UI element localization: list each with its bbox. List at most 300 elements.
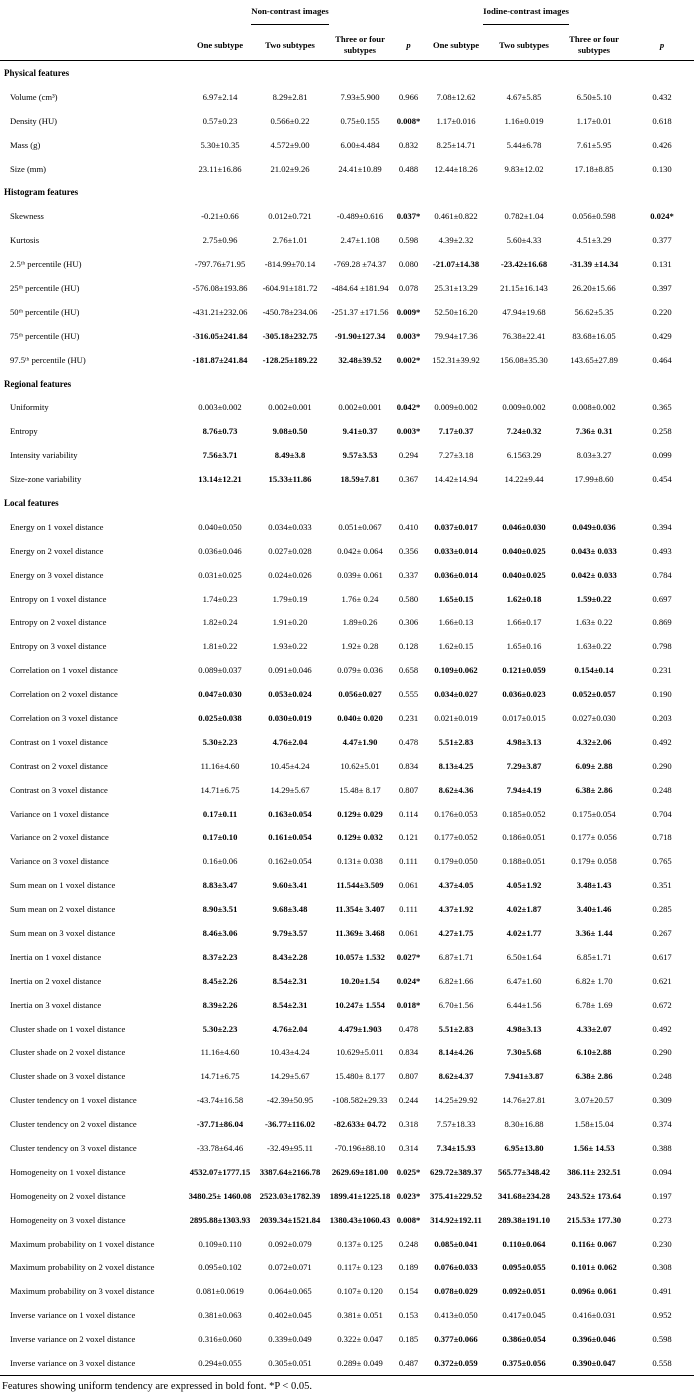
- section-title: Physical features: [4, 67, 70, 78]
- table-cell: 17.99±8.60: [574, 474, 614, 485]
- table-cell: 4.02±1.77: [506, 928, 542, 938]
- table-cell: 7.56±3.71: [202, 450, 238, 461]
- table-cell: 0.185±0.052: [502, 808, 546, 819]
- section-title: Regional features: [4, 378, 72, 389]
- table-cell: 83.68±16.05: [572, 330, 616, 341]
- table-row: [0, 802, 694, 826]
- table-cell: 0.57±0.23: [202, 115, 238, 126]
- table-cell: 0.047±0.030: [198, 689, 242, 700]
- table-cell: 7.29±3.87: [506, 760, 542, 771]
- table-cell: 0.036±0.023: [502, 689, 546, 700]
- table-row: [0, 921, 694, 945]
- table-cell: 0.037*: [396, 211, 421, 222]
- table-cell: 10.629±5.011: [336, 1047, 384, 1058]
- table-row: [0, 1327, 694, 1351]
- table-cell: 0.367: [398, 474, 419, 485]
- table-cell: 9.68±3.48: [272, 904, 308, 915]
- table-cell: 0.002±0.001: [268, 402, 312, 413]
- table-cell: 0.129± 0.032: [337, 832, 383, 843]
- table-cell: 8.13±4.25: [438, 760, 474, 771]
- table-cell: 0.131: [652, 259, 672, 270]
- table-cell: 3.40±1.46: [576, 904, 612, 915]
- table-cell: 0.009*: [396, 306, 421, 317]
- table-cell: 0.017±0.015: [502, 712, 546, 723]
- table-cell: 5.44±6.78: [506, 139, 542, 150]
- table-cell: 0.096± 0.061: [571, 1286, 617, 1297]
- table-cell: 1.63± 0.22: [575, 617, 613, 628]
- table-cell: 0.16±0.06: [202, 856, 238, 867]
- col-header: One subtype: [422, 30, 490, 61]
- table-cell: 9.41±0.37: [342, 426, 378, 437]
- table-cell: 0.128: [398, 641, 419, 652]
- table-cell: 0.289± 0.049: [325, 1351, 395, 1375]
- row-label: Correlation on 1 voxel distance: [10, 665, 118, 676]
- table-cell: 0.952: [652, 1310, 672, 1321]
- table-cell: 3.36± 1.44: [575, 928, 613, 938]
- table-cell: 11.354± 3.407: [335, 904, 385, 915]
- table-row: [0, 658, 694, 682]
- table-cell: 0.658: [398, 665, 419, 676]
- table-cell: -576.08±193.86: [192, 282, 248, 293]
- table-cell: 0.064±0.065: [268, 1286, 312, 1297]
- row-label: Homogeneity on 2 voxel distance: [10, 1190, 126, 1201]
- row-label: Intensity variability: [10, 450, 78, 461]
- table-cell: 7.57±18.33: [436, 1119, 476, 1130]
- table-cell: 0.078: [398, 282, 419, 293]
- table-row: [0, 1184, 694, 1208]
- table-cell: 6.82±1.66: [438, 975, 474, 986]
- table-cell: 0.034±0.027: [434, 689, 478, 700]
- row-label: Inertia on 2 voxel distance: [10, 975, 102, 986]
- table-cell: -36.77±116.02: [264, 1119, 316, 1130]
- table-cell: 0.220: [652, 306, 672, 317]
- table-row: [0, 873, 694, 897]
- table-row: [0, 300, 694, 324]
- table-cell: 6.47±1.60: [506, 975, 542, 986]
- table-cell: 0.566±0.22: [270, 115, 310, 126]
- row-label: Maximum probability on 3 voxel distance: [10, 1286, 155, 1297]
- table-cell: 9.83±12.02: [504, 163, 544, 174]
- table-cell: 0.807: [398, 784, 419, 795]
- table-cell: 0.294±0.055: [185, 1351, 255, 1375]
- table-cell: 6.44±1.56: [506, 999, 542, 1010]
- table-cell: 2629.69±181.00: [331, 1166, 389, 1177]
- table-cell: 0.491: [652, 1286, 672, 1297]
- row-label: Variance on 1 voxel distance: [10, 808, 109, 819]
- table-cell: 0.258: [652, 426, 672, 437]
- table-cell: 0.009±0.002: [502, 402, 546, 413]
- row-label: Skewness: [10, 211, 44, 222]
- table-cell: 1.16±0.019: [504, 115, 544, 126]
- table-cell: 0.617: [652, 951, 672, 962]
- table-cell: 4.32±2.06: [576, 736, 612, 747]
- table-cell: 0.555: [398, 689, 419, 700]
- table-row: [0, 252, 694, 276]
- table-cell: 4.39±2.32: [438, 235, 474, 246]
- table-cell: 10.45±4.24: [270, 760, 310, 771]
- table-cell: 4.572±9.00: [270, 139, 310, 150]
- table-cell: 14.22±9.44: [504, 474, 544, 485]
- table-cell: 56.62±5.35: [574, 306, 614, 317]
- row-label: Entropy: [10, 426, 38, 437]
- table-cell: 0.076±0.033: [434, 1262, 478, 1273]
- row-label: Contrast on 1 voxel distance: [10, 736, 108, 747]
- group-header-iodine: Iodine-contrast images: [483, 6, 569, 25]
- table-cell: 0.273: [652, 1214, 672, 1225]
- table-cell: 0.285: [652, 904, 672, 915]
- table-cell: 14.71±6.75: [200, 1071, 240, 1082]
- table-cell: 11.16±4.60: [200, 1047, 240, 1058]
- table-row: [0, 539, 694, 563]
- table-cell: 7.941±3.87: [504, 1071, 544, 1082]
- table-cell: 0.598: [398, 235, 419, 246]
- table-cell: 5.51±2.83: [438, 736, 474, 747]
- table-cell: -604.91±181.72: [262, 282, 318, 293]
- table-cell: 1.82±0.24: [202, 617, 238, 628]
- table-cell: 1.89±0.26: [342, 617, 378, 628]
- table-cell: 47.94±19.68: [502, 306, 546, 317]
- table-cell: 0.718: [652, 832, 672, 843]
- table-cell: 0.493: [652, 545, 672, 556]
- table-row: [0, 1232, 694, 1256]
- table-cell: 4.98±3.13: [506, 1023, 542, 1034]
- table-cell: 4.33±2.07: [576, 1023, 612, 1034]
- table-cell: 8.49±3.8: [274, 450, 306, 461]
- table-cell: 18.59±7.81: [340, 474, 380, 485]
- table-cell: 8.14±4.26: [438, 1047, 474, 1058]
- table-row: [0, 1064, 694, 1088]
- table-row: [0, 1017, 694, 1041]
- table-cell: 0.487: [395, 1351, 422, 1375]
- table-row: [0, 682, 694, 706]
- table-cell: 0.621: [652, 975, 672, 986]
- table-cell: -450.78±234.06: [262, 306, 318, 317]
- table-cell: 0.488: [398, 163, 419, 174]
- table-cell: 0.023*: [396, 1190, 421, 1201]
- table-row: [0, 109, 694, 133]
- table-cell: 0.231: [398, 712, 419, 723]
- table-cell: 21.15±16.143: [500, 282, 548, 293]
- table-cell: 0.051±0.067: [338, 521, 382, 532]
- table-cell: 3480.25± 1460.08: [188, 1190, 252, 1201]
- table-cell: 156.08±35.30: [500, 354, 548, 365]
- table-cell: 0.162±0.054: [268, 856, 312, 867]
- table-cell: 0.072±0.071: [268, 1262, 312, 1273]
- table-cell: 0.003*: [396, 330, 421, 341]
- table-cell: 5.30±2.23: [202, 1023, 238, 1034]
- table-cell: 0.397: [652, 282, 672, 293]
- table-cell: 0.416±0.031: [572, 1310, 616, 1321]
- table-cell: 0.17±0.11: [202, 808, 238, 819]
- table-cell: 0.009±0.002: [434, 402, 478, 413]
- table-cell: 0.176±0.053: [434, 808, 478, 819]
- table-cell: 0.390±0.047: [558, 1351, 630, 1375]
- table-cell: 0.021±0.019: [434, 712, 478, 723]
- col-header: Two subtypes: [490, 30, 558, 61]
- table-cell: 8.43±2.28: [272, 951, 308, 962]
- table-cell: 0.024±0.026: [268, 569, 312, 580]
- table-cell: 0.869: [652, 617, 672, 628]
- table-cell: 0.672: [652, 999, 672, 1010]
- table-cell: 0.377: [652, 235, 672, 246]
- table-cell: 0.337: [398, 569, 419, 580]
- table-cell: 1.58±15.04: [574, 1119, 614, 1130]
- table-cell: -21.07±14.38: [432, 259, 480, 270]
- table-cell: 14.29±5.67: [270, 784, 310, 795]
- table-cell: 0.807: [398, 1071, 419, 1082]
- table-cell: 0.386±0.054: [502, 1334, 546, 1345]
- table-cell: 8.39±2.26: [202, 999, 238, 1010]
- row-label: Maximum probability on 2 voxel distance: [10, 1262, 155, 1273]
- table-cell: 0.377±0.066: [434, 1334, 478, 1345]
- row-label: Correlation on 3 voxel distance: [10, 712, 118, 723]
- table-cell: 0.046±0.030: [502, 521, 546, 532]
- table-cell: 0.154: [398, 1286, 419, 1297]
- row-label: Volume (cm³): [10, 91, 58, 102]
- table-cell: -37.71±86.04: [196, 1119, 244, 1130]
- table-cell: 1.65±0.15: [438, 593, 474, 604]
- table-cell: 4.67±5.85: [506, 91, 542, 102]
- table-cell: 215.53± 177.30: [566, 1214, 622, 1225]
- table-cell: -316.05±241.84: [192, 330, 248, 341]
- table-cell: 6.95±13.80: [504, 1143, 544, 1154]
- table-cell: -814.99±70.14: [264, 259, 316, 270]
- table-cell: 0.154±0.14: [574, 665, 614, 676]
- table-cell: 0.018*: [396, 999, 421, 1010]
- table-cell: 4.479±1.903: [338, 1023, 382, 1034]
- table-cell: 4.76±2.04: [272, 1023, 308, 1034]
- row-label: Inverse variance on 3 voxel distance: [0, 1351, 185, 1375]
- table-cell: 0.003±0.002: [198, 402, 242, 413]
- row-label: Inverse variance on 1 voxel distance: [10, 1310, 136, 1321]
- row-label: Cluster tendency on 3 voxel distance: [10, 1143, 137, 1154]
- table-row: [0, 1351, 694, 1375]
- table-cell: 0.109±0.062: [434, 665, 478, 676]
- table-cell: 15.33±11.86: [268, 474, 312, 485]
- row-label: 97.5ᵗʰ percentile (HU): [10, 354, 86, 365]
- table-cell: 0.092±0.079: [268, 1238, 312, 1249]
- table-cell: 1.65±0.16: [506, 641, 542, 652]
- table-cell: 7.17±0.37: [438, 426, 474, 437]
- table-cell: 0.078±0.029: [434, 1286, 478, 1297]
- table-row: [0, 897, 694, 921]
- table-row: [0, 276, 694, 300]
- table-cell: 0.116± 0.067: [571, 1238, 617, 1249]
- table-cell: 4.47±1.90: [342, 736, 378, 747]
- table-cell: 2.75±0.96: [202, 235, 238, 246]
- table-row: [0, 730, 694, 754]
- table-cell: 0.464: [652, 354, 672, 365]
- table-cell: 0.413±0.050: [434, 1310, 478, 1321]
- table-cell: 0.002*: [396, 354, 421, 365]
- table-cell: 0.036±0.046: [198, 545, 242, 556]
- table-cell: 0.107± 0.120: [337, 1286, 383, 1297]
- table-cell: -797.76±71.95: [194, 259, 246, 270]
- table-cell: 0.75±0.155: [340, 115, 380, 126]
- table-row: [0, 969, 694, 993]
- table-cell: 7.94±4.19: [506, 784, 542, 795]
- table-cell: 6.50±1.64: [506, 951, 542, 962]
- table-cell: -0.489±0.616: [336, 211, 384, 222]
- table-cell: 0.040±0.025: [502, 545, 546, 556]
- table-cell: 14.71±6.75: [200, 784, 240, 795]
- table-cell: 0.092±0.051: [502, 1286, 546, 1297]
- table-cell: 0.618: [652, 115, 672, 126]
- table-cell: 4532.07±1777.15: [189, 1166, 251, 1177]
- table-cell: 143.65±27.89: [570, 354, 618, 365]
- table-cell: 8.25±14.71: [436, 139, 476, 150]
- table-cell: 4.37±4.05: [438, 880, 474, 891]
- row-label: Contrast on 2 voxel distance: [10, 760, 108, 771]
- table-cell: 0.027±0.030: [572, 712, 616, 723]
- row-label: Cluster shade on 3 voxel distance: [10, 1071, 126, 1082]
- table-cell: 26.20±15.66: [572, 282, 616, 293]
- table-row: [0, 993, 694, 1017]
- table-cell: -82.633± 04.72: [333, 1119, 387, 1130]
- table-cell: 0.040±0.025: [502, 569, 546, 580]
- section-header-row: [0, 180, 694, 204]
- table-cell: 0.085±0.041: [434, 1238, 478, 1249]
- table-cell: 0.129± 0.029: [337, 808, 383, 819]
- table-cell: 0.267: [652, 928, 672, 938]
- table-cell: 7.24±0.32: [506, 426, 542, 437]
- row-label: Energy on 1 voxel distance: [10, 521, 104, 532]
- table-cell: 8.46±3.06: [202, 928, 238, 938]
- section-title: Local features: [4, 497, 59, 508]
- table-cell: -251.37 ±171.56: [331, 306, 389, 317]
- table-cell: -43.74±16.58: [196, 1095, 244, 1106]
- table-cell: 3387.64±2166.78: [259, 1166, 321, 1177]
- table-cell: 0.316±0.060: [198, 1334, 242, 1345]
- table-cell: 4.37±1.92: [438, 904, 474, 915]
- table-cell: 0.580: [398, 593, 419, 604]
- table-cell: 0.417±0.045: [502, 1310, 546, 1321]
- table-cell: 0.410: [398, 521, 419, 532]
- table-cell: 7.08±12.62: [436, 91, 476, 102]
- table-cell: 8.54±2.31: [272, 999, 308, 1010]
- table-cell: 0.052±0.057: [572, 689, 616, 700]
- table-cell: 0.101± 0.062: [571, 1262, 617, 1273]
- table-cell: 0.244: [398, 1095, 419, 1106]
- table-cell: 6.82± 1.70: [575, 975, 613, 986]
- table-cell: -431.21±232.06: [192, 306, 248, 317]
- row-label: Inertia on 1 voxel distance: [10, 951, 102, 962]
- table-cell: 0.131± 0.038: [337, 856, 383, 867]
- table-cell: 375.41±229.52: [430, 1190, 482, 1201]
- table-cell: 0.110±0.064: [502, 1238, 546, 1249]
- table-cell: 17.18±8.85: [574, 163, 614, 174]
- table-cell: 0.351: [652, 880, 672, 891]
- table-row: [0, 1136, 694, 1160]
- table-cell: 4.05±1.92: [506, 880, 542, 891]
- table-cell: 0.121: [398, 832, 419, 843]
- table-cell: 0.056±0.598: [572, 211, 616, 222]
- table-row: [0, 443, 694, 467]
- table-cell: 0.081±0.0619: [196, 1286, 244, 1297]
- table-row: [0, 515, 694, 539]
- table-cell: 0.230: [652, 1238, 672, 1249]
- table-cell: 0.030±0.019: [268, 712, 312, 723]
- col-header: Three or four subtypes: [325, 30, 395, 61]
- row-label: Kurtosis: [10, 235, 40, 246]
- table-cell: 0.388: [652, 1143, 672, 1154]
- table-cell: 6.50±5.10: [576, 91, 612, 102]
- table-cell: 0.188±0.051: [502, 856, 546, 867]
- table-cell: 0.079± 0.036: [337, 665, 383, 676]
- table-cell: 0.558: [630, 1351, 694, 1375]
- column-header-row: [0, 30, 694, 61]
- row-label: Mass (g): [10, 139, 41, 150]
- table-cell: 1.93±0.22: [272, 641, 308, 652]
- table-cell: 0.290: [652, 1047, 672, 1058]
- section-header-row: [0, 491, 694, 515]
- table-cell: 1380.43±1060.43: [329, 1214, 391, 1225]
- table-cell: 0.024*: [396, 975, 421, 986]
- table-cell: 11.16±4.60: [200, 760, 240, 771]
- table-cell: 8.29±2.81: [272, 91, 308, 102]
- table-cell: 0.492: [652, 736, 672, 747]
- table-cell: 9.08±0.50: [272, 426, 308, 437]
- table-cell: 6.09± 2.88: [575, 760, 613, 771]
- table-cell: -128.25±189.22: [262, 354, 318, 365]
- table-row: [0, 826, 694, 850]
- table-cell: -305.18±232.75: [262, 330, 318, 341]
- table-cell: 0.426: [652, 139, 672, 150]
- table-row: [0, 634, 694, 658]
- table-cell: 1.74±0.23: [202, 593, 238, 604]
- table-cell: 14.25±29.92: [434, 1095, 478, 1106]
- table-cell: 7.61±5.95: [576, 139, 612, 150]
- table-cell: 23.11±16.86: [198, 163, 242, 174]
- table-cell: 6.85±1.71: [576, 951, 612, 962]
- table-cell: 0.036±0.014: [434, 569, 478, 580]
- table-cell: 1.66±0.13: [438, 617, 474, 628]
- row-label: Uniformity: [10, 402, 49, 413]
- table-cell: 7.93±5.900: [340, 91, 380, 102]
- table-cell: 0.114: [399, 808, 419, 819]
- table-cell: 1.91±0.20: [272, 617, 308, 628]
- table-cell: 1.56± 14.53: [573, 1143, 615, 1154]
- table-row: [0, 1112, 694, 1136]
- table-cell: 0.089±0.037: [198, 665, 242, 676]
- table-cell: 0.012±0.721: [268, 211, 312, 222]
- row-label: Energy on 2 voxel distance: [10, 545, 104, 556]
- table-cell: 565.77±348.42: [498, 1166, 550, 1177]
- table-cell: -70.196±88.10: [334, 1143, 386, 1154]
- table-cell: 0.478: [398, 1023, 419, 1034]
- table-cell: 0.17±0.10: [202, 832, 238, 843]
- col-header-p: p: [630, 30, 694, 61]
- table-cell: 14.29±5.67: [270, 1071, 310, 1082]
- group-header-noncontrast: Non-contrast images: [251, 6, 328, 25]
- table-cell: 0.034±0.033: [268, 521, 312, 532]
- table-cell: 0.094: [652, 1166, 672, 1177]
- table-cell: 9.60±3.41: [272, 880, 308, 891]
- table-cell: 0.008*: [396, 115, 421, 126]
- table-cell: 0.117± 0.123: [337, 1262, 383, 1273]
- table-cell: 0.402±0.045: [268, 1310, 312, 1321]
- table-row: [0, 587, 694, 611]
- table-cell: 0.454: [652, 474, 672, 485]
- table-cell: 0.248: [652, 784, 672, 795]
- table-cell: 8.03±3.27: [576, 450, 612, 461]
- row-label: Size (mm): [10, 163, 47, 174]
- table-cell: 8.90±3.51: [202, 904, 238, 915]
- col-header-p: p: [395, 30, 422, 61]
- table-cell: 0.095±0.102: [198, 1262, 242, 1273]
- table-cell: 0.784: [652, 569, 672, 580]
- table-cell: 2.76±1.01: [272, 235, 308, 246]
